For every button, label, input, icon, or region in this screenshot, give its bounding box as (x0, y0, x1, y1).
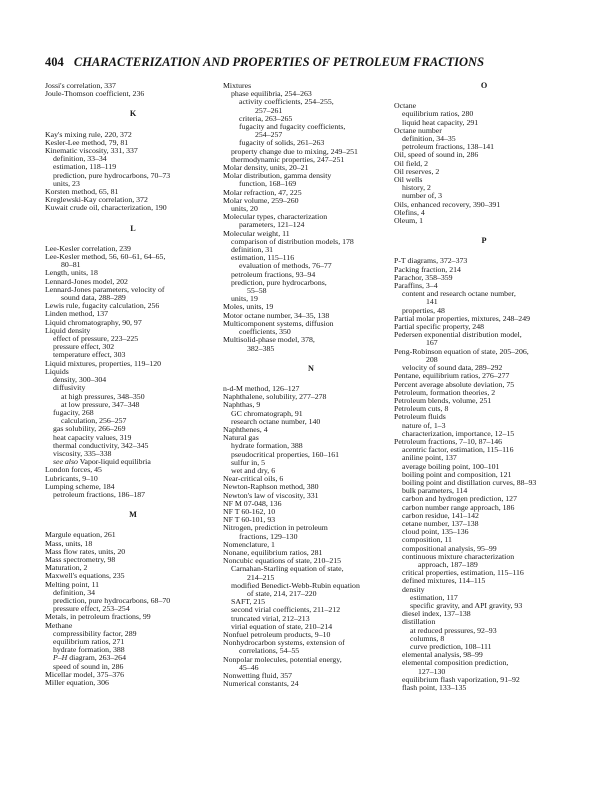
index-entry: Maturation, 2 (45, 563, 88, 573)
index-subentry: correlations, 54–55 (239, 646, 300, 656)
index-entry: Lubricants, 9–10 (45, 473, 98, 483)
index-subentry: hydrate formation, 388 (231, 441, 303, 451)
index-subentry: function, 168–169 (239, 179, 297, 189)
index-subentry: thermal conductivity, 342–345 (53, 440, 149, 450)
index-subentry: at low pressure, 347–348 (61, 399, 140, 409)
index-entry: Nonpolar molecules, potential energy, (223, 654, 342, 664)
index-subentry: aniline point, 137 (402, 453, 457, 463)
index-entry: Lewis rule, fugacity calculation, 256 (45, 301, 160, 311)
index-letter-heading: P (481, 236, 487, 246)
index-entry: Linden method, 137 (45, 309, 109, 319)
index-subentry: curve prediction, 108–111 (410, 642, 492, 651)
index-subentry: 80–81 (61, 260, 81, 270)
index-subentry: research octane number, 140 (231, 416, 321, 426)
index-entry: Liquid chromatography, 90, 97 (45, 317, 142, 327)
index-entry: Multisolid-phase model, 378, (223, 335, 315, 345)
index-subentry: definition, 33–34 (53, 154, 107, 164)
index-entry: Naphthas, 9 (223, 400, 261, 410)
index-entry: Octane (394, 101, 417, 111)
index-entry: Korsten method, 65, 81 (45, 187, 119, 197)
index-subentry: elemental composition prediction, (402, 658, 509, 668)
index-subentry: density, 300–304 (53, 375, 107, 385)
index-subentry: estimation, 115–116 (231, 253, 295, 263)
index-entry: Nitrogen, prediction in petroleum (223, 523, 328, 533)
index-subentry: characterization, importance, 12–15 (402, 428, 515, 438)
index-entry: Pedersen exponential distribution model, (394, 330, 522, 340)
index-entry: Nonhydrocarbon systems, extension of (223, 638, 345, 648)
index-entry: Numerical constants, 24 (223, 679, 299, 689)
index-subentry: definition, 31 (231, 245, 274, 255)
index-column-3 (394, 82, 574, 692)
index-entry: Petroleum fractions, 7–10, 87–146 (394, 436, 503, 446)
index-subentry: content and research octane number, (402, 289, 516, 299)
index-entry-italic: P–H (53, 653, 68, 663)
index-subentry: 214–215 (247, 572, 275, 582)
index-subentry: equilibrium ratios, 280 (402, 109, 474, 119)
index-entry-text: Vapor-liquid equilibria (79, 457, 151, 467)
index-subentry: at reduced pressures, 92–93 (410, 625, 497, 635)
index-entry: Lennard-Jones parameters, velocity of (45, 284, 165, 294)
index-entry: n-d-M method, 126–127 (223, 383, 300, 393)
index-subentry: density (402, 584, 425, 594)
index-subentry: number of, 3 (402, 191, 443, 201)
index-entry: P-T diagrams, 372–373 (394, 256, 468, 266)
index-subentry: carbon number range approach, 186 (402, 502, 515, 512)
index-subentry: speed of sound in, 286 (53, 661, 124, 671)
index-entry: Petroleum blends, volume, 251 (394, 395, 492, 405)
index-column-2 (223, 82, 399, 688)
index-subentry: 141 (426, 297, 438, 307)
index-subentry: wet and dry, 6 (231, 465, 276, 475)
index-subentry: composition, 11 (402, 535, 452, 545)
index-entry: Nomenclature, 1 (223, 539, 275, 549)
index-subentry: boiling point and composition, 121 (402, 469, 512, 479)
index-entry: Joule-Thomson coefficient, 236 (45, 89, 145, 99)
index-subentry: prediction, pure hydrocarbons, (231, 277, 327, 287)
index-entry: Maxwell's equations, 235 (45, 571, 125, 581)
index-entry-italic: see also (53, 457, 78, 467)
index-subentry: units, 19 (231, 294, 258, 304)
running-header (45, 55, 484, 70)
index-letter-heading: L (130, 223, 136, 233)
running-title: CHARACTERIZATION AND PROPERTIES OF PETROLEUM FRACTIONS (73, 55, 485, 69)
index-subentry: Carnahan-Starling equation of state, (231, 564, 344, 574)
index-subentry: heat capacity values, 319 (53, 432, 132, 442)
index-subentry: phase equilibria, 254–263 (231, 89, 312, 99)
index-entry: Molar density, units, 20–21 (223, 163, 309, 173)
index-column-1 (45, 82, 221, 687)
index-subentry: of state, 214, 217–220 (247, 588, 317, 598)
index-subentry: fugacity, 268 (53, 407, 94, 417)
index-entry: Partial specific property, 248 (394, 322, 484, 332)
index-subentry: effect of pressure, 223–225 (53, 334, 139, 344)
index-subentry: at high pressures, 348–350 (61, 391, 145, 401)
index-subentry: diesel index, 137–138 (402, 609, 471, 619)
index-subentry: gas solubility, 266–269 (53, 424, 126, 434)
index-subentry: distillation (402, 617, 436, 627)
index-subentry: carbon residue, 141–142 (402, 510, 479, 520)
index-subentry: definition, 34 (53, 587, 96, 597)
index-subentry: 208 (426, 354, 438, 364)
index-entry: Motor octane number, 34–35, 138 (223, 310, 330, 320)
index-entry: Oleum, 1 (394, 216, 424, 226)
index-subentry: cloud point, 135–136 (402, 527, 469, 537)
index-subentry: fugacity and fugacity coefficients, (239, 122, 346, 132)
index-letter-heading: N (308, 363, 314, 373)
index-entry: Molar distribution, gamma density (223, 171, 332, 181)
index-entry: Methane (45, 620, 73, 630)
page-number: 404 (45, 55, 64, 69)
index-entry: Metals, in petroleum fractions, 99 (45, 612, 151, 622)
index-entry: Length, units, 18 (45, 268, 98, 278)
index-subentry: compressibility factor, 289 (53, 628, 137, 638)
index-subentry: 257–261 (255, 105, 283, 115)
index-entry: London forces, 45 (45, 465, 102, 475)
index-subentry: flash point, 133–135 (402, 683, 467, 693)
index-subentry: units, 20 (231, 204, 258, 214)
index-subentry: elemental analysis, 98–99 (402, 650, 483, 660)
index-subentry: estimation, 117 (410, 592, 458, 602)
index-entry: Packing fraction, 214 (394, 264, 461, 274)
index-subentry: bulk parameters, 114 (402, 486, 468, 496)
index-subentry: pressure effect, 302 (53, 342, 115, 352)
index-subentry: thermodynamic properties, 247–251 (231, 154, 345, 164)
index-entry: Octane number (394, 125, 442, 135)
index-subentry: critical properties, estimation, 115–116 (402, 568, 524, 578)
index-entry: Kinematic viscosity, 331, 337 (45, 146, 138, 156)
index-subentry: liquid heat capacity, 291 (402, 117, 479, 127)
index-entry: Liquids (45, 366, 69, 376)
index-subentry: 127–130 (418, 666, 446, 676)
index-entry: Peng-Robinson equation of state, 205–206, (394, 346, 529, 356)
index-entry: Mixtures (223, 81, 252, 90)
index-entry: Partial molar properties, mixtures, 248–249 (394, 313, 530, 323)
index-subentry: coefficients, 350 (239, 327, 291, 337)
index-entry: Lee-Kesler method, 56, 60–61, 64–65, (45, 252, 166, 262)
index-entry: Mass spectrometry, 98 (45, 554, 116, 564)
index-letter-heading: K (129, 109, 137, 119)
index-entry: Lennard-Jones model, 202 (45, 276, 128, 286)
index-entry: Molecular types, characterization (223, 212, 328, 222)
index-subentry: property change due to mixing, 249–251 (231, 146, 358, 156)
index-subentry: equilibrium ratios, 271 (53, 636, 125, 646)
index-subentry: properties, 48 (402, 305, 445, 315)
index-entry: Multicomponent systems, diffusion (223, 318, 334, 328)
index-entry: Jossi's correlation, 337 (45, 81, 116, 90)
index-subentry: truncated virial, 212–213 (231, 613, 310, 623)
index-entry: NF T 60-101, 93 (223, 515, 276, 525)
index-subentry: temperature effect, 303 (53, 350, 126, 360)
index-subentry: carbon and hydrogen prediction, 127 (402, 494, 517, 504)
index-subentry: pseudocritical properties, 160–161 (231, 449, 340, 459)
index-entry: Micellar model, 375–376 (45, 669, 125, 679)
index-entry: Kay's mixing rule, 220, 372 (45, 129, 132, 139)
index-subentry: history, 2 (402, 183, 431, 193)
index-entry: Oil wells (394, 175, 423, 185)
index-entry: Molar volume, 259–260 (223, 195, 299, 205)
index-subentry: nature of, 1–3 (402, 420, 446, 430)
index-subentry: average boiling point, 100–101 (402, 461, 500, 471)
index-subentry: equilibrium flash vaporization, 91–92 (402, 674, 520, 684)
index-entry: Mass, units, 18 (45, 538, 93, 548)
index-subentry: calculation, 256–257 (61, 416, 127, 426)
index-subentry: continuous mixture characterization (402, 551, 515, 561)
index-entry: Liquid density (45, 325, 91, 335)
index-entry: Kreglewski-Kay correlation, 372 (45, 195, 148, 205)
index-subentry: acentric factor, estimation, 115–116 (402, 445, 514, 455)
index-entry: Noncubic equations of state, 210–215 (223, 556, 342, 566)
index-subentry: sound data, 288–289 (61, 293, 126, 303)
index-entry-text: diagram, 263–264 (69, 653, 126, 663)
index-subentry: approach, 187–189 (418, 559, 478, 569)
index-subentry: 382–385 (247, 343, 275, 353)
index-subentry: specific gravity, and API gravity, 93 (410, 600, 523, 610)
index-subentry: velocity of sound data, 289–292 (402, 363, 503, 373)
index-entry: Mass flow rates, units, 20 (45, 546, 126, 556)
index-subentry: defined mixtures, 114–115 (402, 576, 486, 586)
index-entry: Molar refraction, 47, 225 (223, 187, 302, 197)
index-entry: Nonfuel petroleum products, 9–10 (223, 630, 331, 639)
index-subentry: 167 (426, 338, 438, 348)
index-entry: Moles, units, 19 (223, 302, 274, 312)
index-subentry: petroleum fractions, 186–187 (53, 489, 146, 499)
index-entry: Kesler-Lee method, 79, 81 (45, 137, 129, 147)
index-subentry: virial equation of state, 210–214 (231, 621, 333, 631)
index-entry: Olefins, 4 (394, 207, 425, 217)
index-entry: Oil, speed of sound in, 286 (394, 150, 479, 160)
index-entry: Lee-Kesler correlation, 239 (45, 243, 131, 253)
index-subentry: 55–58 (247, 286, 267, 296)
index-entry: Oil field, 2 (394, 158, 428, 168)
index-entry: Pentane, equilibrium ratios, 276–277 (394, 371, 510, 381)
index-subentry: activity coefficients, 254–255, (239, 97, 334, 107)
index-subentry: sulfur in, 5 (231, 457, 266, 467)
index-subentry: evaluation of methods, 76–77 (239, 261, 332, 271)
index-entry: Petroleum fluids (394, 412, 446, 422)
index-entry: Kuwait crude oil, characterization, 190 (45, 203, 167, 213)
index-subentry: prediction, pure hydrocarbons, 68–70 (53, 595, 171, 605)
index-entry: Oil reserves, 2 (394, 166, 440, 176)
index-subentry: diffusivity (53, 383, 86, 393)
index-entry: Naphthalene, solubility, 277–278 (223, 392, 327, 402)
index-entry: Newton-Raphson method, 380 (223, 482, 319, 492)
index-letter-heading: O (480, 81, 488, 90)
index-entry: Molecular weight, 11 (223, 228, 290, 238)
index-subentry: petroleum fractions, 138–141 (402, 142, 495, 152)
index-entry: NF M 07-048, 136 (223, 498, 282, 508)
index-entry: Natural gas (223, 433, 259, 443)
index-entry: Naphthenes, 4 (223, 424, 268, 434)
index-subentry: comparison of distribution models, 178 (231, 236, 354, 246)
index-subentry: criteria, 263–265 (239, 113, 293, 123)
index-subentry: GC chromatograph, 91 (231, 408, 303, 418)
index-entry: Parachor, 358–359 (394, 272, 453, 282)
index-subentry: units, 23 (53, 178, 80, 188)
index-subentry: viscosity, 335–338 (53, 448, 112, 458)
index-subentry: pressure effect, 253–254 (53, 604, 130, 614)
index-subentry: definition, 34–35 (402, 134, 456, 144)
index-entry: Oils, enhanced recovery, 390–391 (394, 199, 501, 209)
index-entry: Melting point, 11 (45, 579, 100, 589)
index-subentry: petroleum fractions, 93–94 (231, 269, 316, 279)
index-entry: Newton's law of viscosity, 331 (223, 490, 319, 500)
index-subentry: parameters, 121–124 (239, 220, 305, 230)
index-subentry: prediction, pure hydrocarbons, 70–73 (53, 170, 171, 180)
index-subentry: columns, 8 (410, 633, 445, 643)
index-subentry: SAFT, 215 (231, 597, 266, 607)
index-subentry: 254–257 (255, 130, 283, 140)
index-entry: NF T 60-162, 10 (223, 506, 276, 516)
index-entry: Near-critical oils, 6 (223, 474, 284, 484)
index-entry: Liquid mixtures, properties, 119–120 (45, 358, 161, 368)
index-subentry: cetane number, 137–138 (402, 518, 479, 528)
index-subentry: estimation, 118–119 (53, 162, 117, 172)
index-entry: Percent average absolute deviation, 75 (394, 379, 515, 389)
index-entry: Lumping scheme, 184 (45, 481, 115, 491)
index-entry: Margule equation, 261 (45, 530, 116, 540)
index-entry: Nonane, equilibrium ratios, 281 (223, 547, 323, 557)
index-subentry: second virial coefficients, 211–212 (231, 605, 341, 615)
index-subentry: fugacity of solids, 261–263 (239, 138, 325, 148)
index-letter-heading: M (129, 510, 137, 520)
index-subentry: fractions, 129–130 (239, 531, 298, 541)
index-subentry: compositional analysis, 95–99 (402, 543, 497, 553)
index-entry: Petroleum cuts, 8 (394, 404, 449, 414)
index-subentry: boiling point and distillation curves, 88–93 (402, 477, 537, 487)
index-subentry: 45–46 (239, 662, 259, 672)
index-entry: Nonwetting fluid, 357 (223, 671, 293, 681)
index-subentry: hydrate formation, 388 (53, 645, 125, 655)
index-entry: Paraffins, 3–4 (394, 281, 438, 291)
index-subentry: modified Benedict-Webb-Rubin equation (231, 580, 360, 590)
index-entry: Petroleum, formation theories, 2 (394, 387, 496, 397)
index-entry: Miller equation, 306 (45, 678, 109, 687)
